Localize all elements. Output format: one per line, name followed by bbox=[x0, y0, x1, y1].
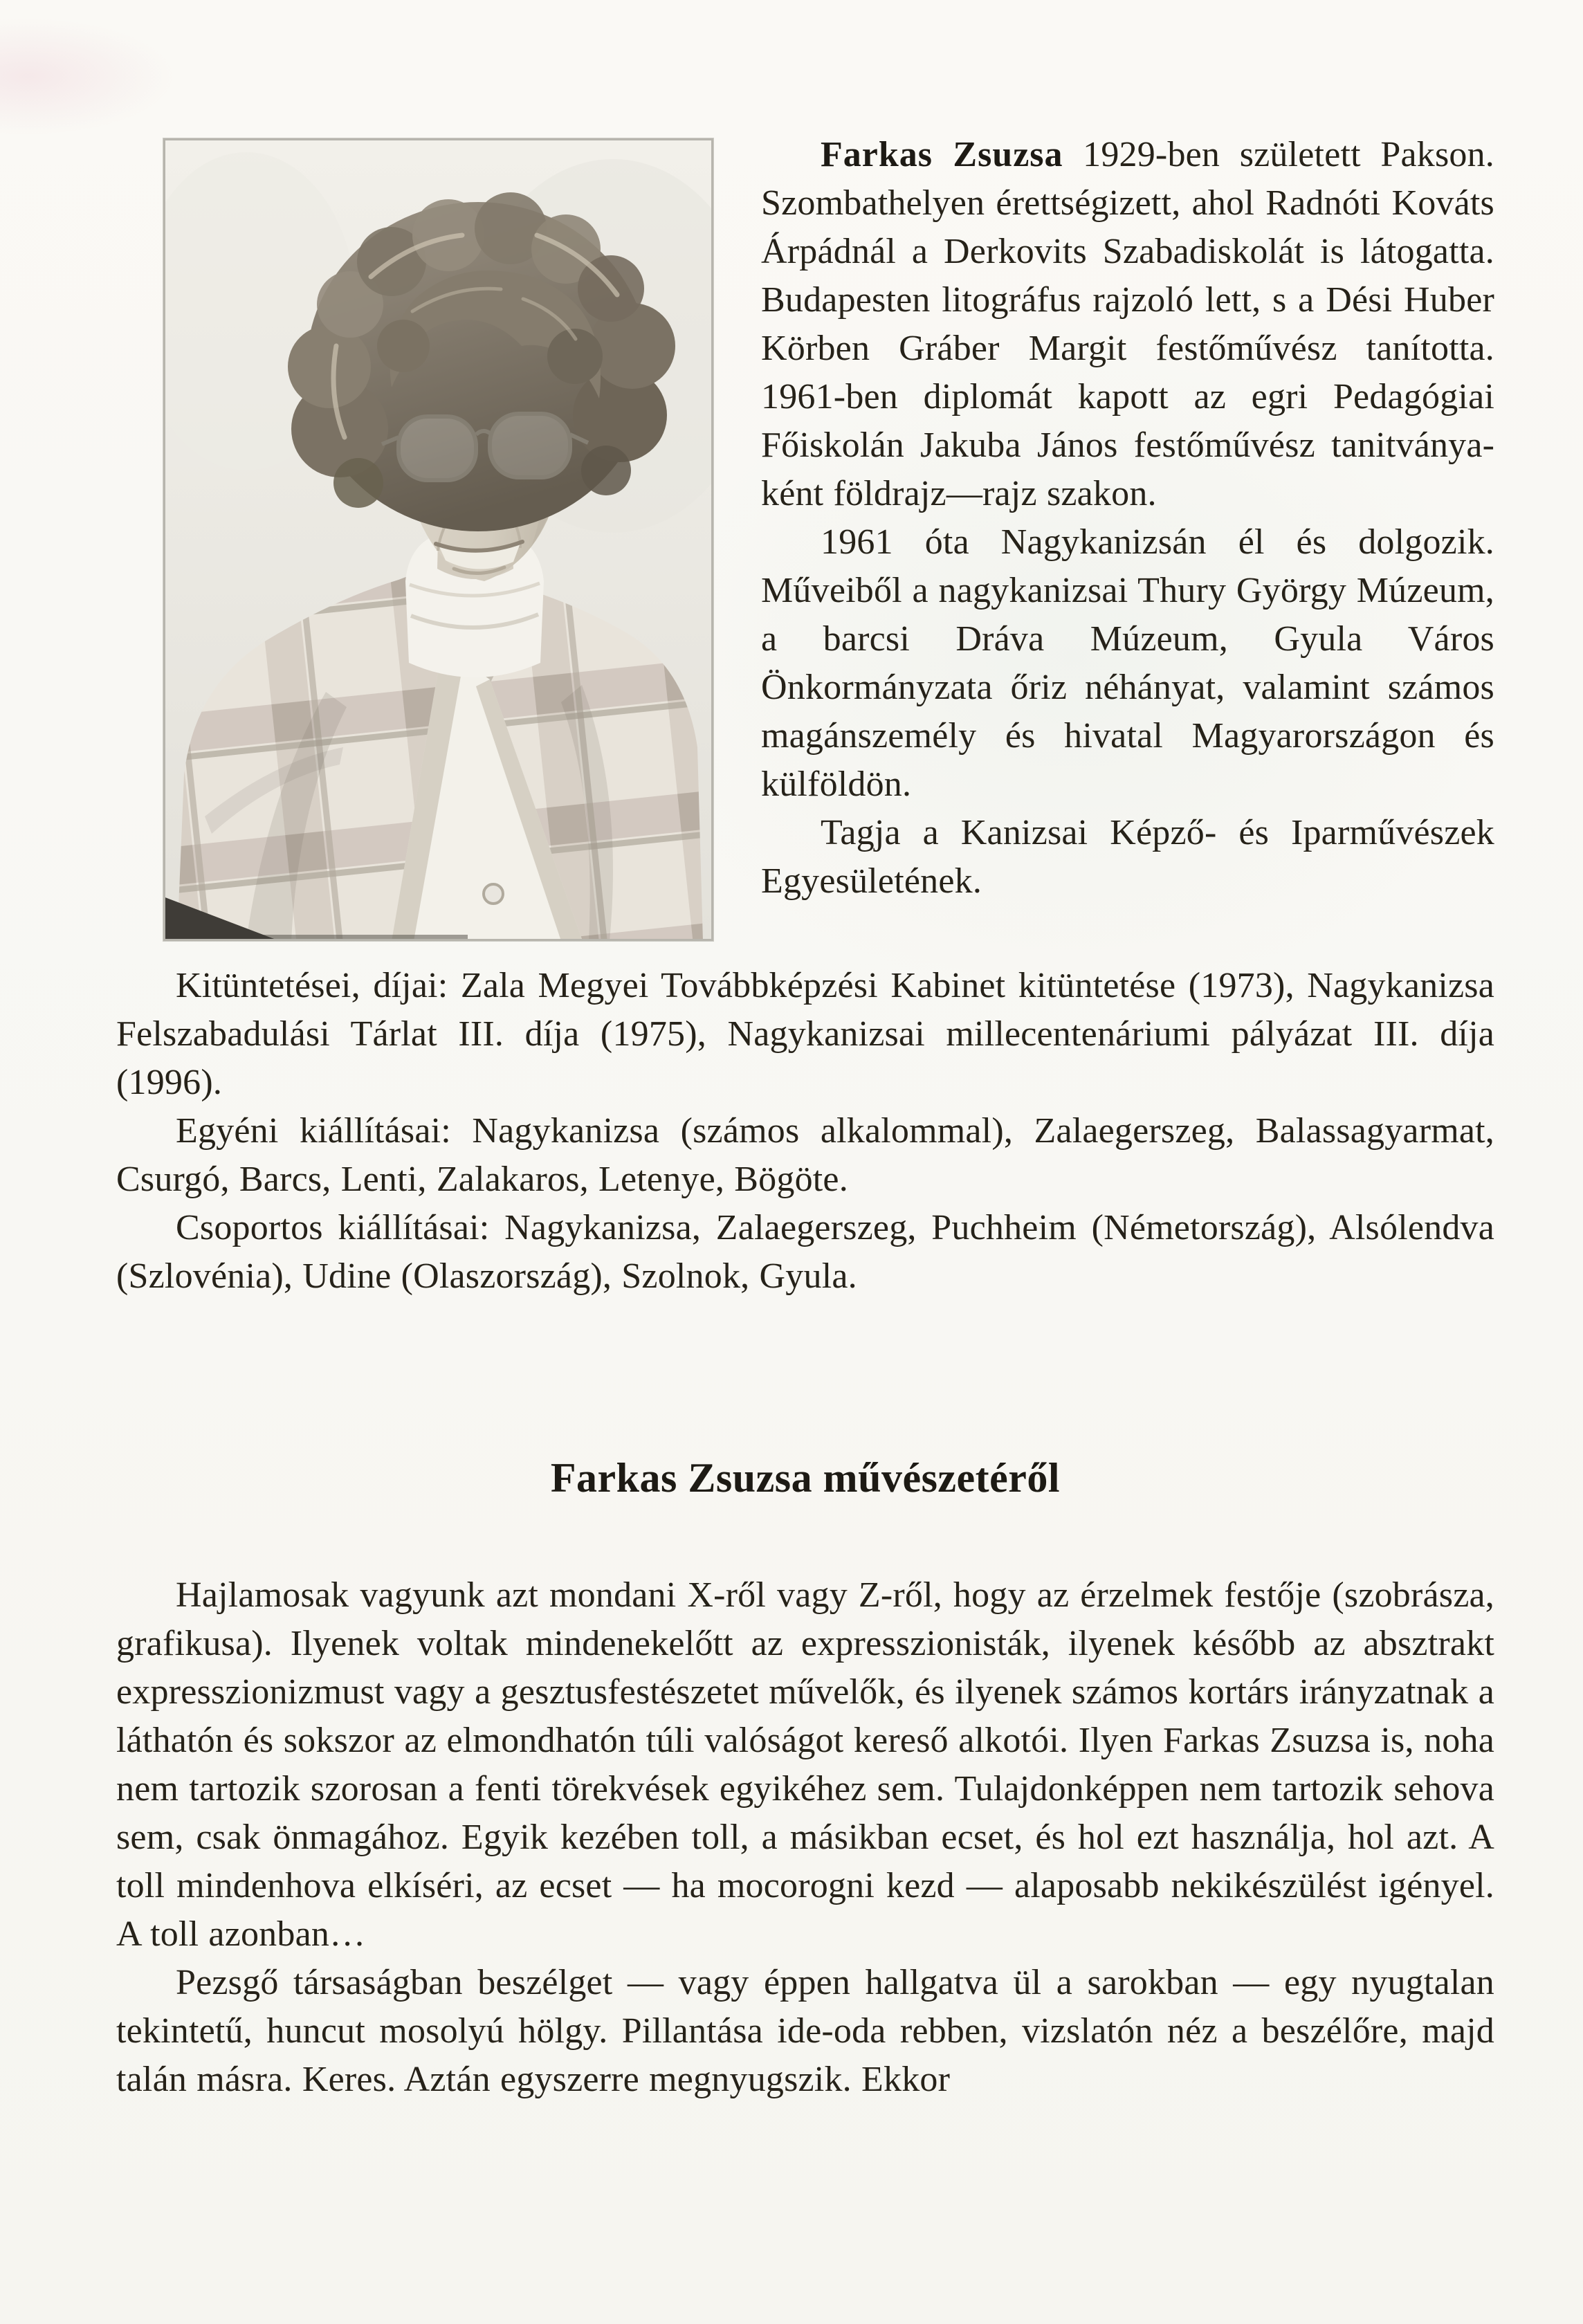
person-name: Farkas Zsuzsa bbox=[821, 135, 1063, 174]
portrait-photo bbox=[163, 138, 713, 941]
essay-paragraph-2: Pezsgő társaságban beszélget — vagy éppen hallgatva ül a sarokban — egy nyugtalan tekintetű, huncut mosolyú hölgy. Pillantása ide-oda rebben, vizslatón néz a beszélőre, majd talán másra. Keres. Aztán egyszerre megnyugszik. Ekkor bbox=[116, 1963, 1494, 2099]
bio-column bbox=[761, 131, 1494, 906]
bio-paragraph-1 bbox=[761, 131, 1494, 518]
blouse-button bbox=[484, 884, 503, 904]
bio-paragraph-3: Tagja a Kanizsai Képző- és Iparművészek Egyesületének. bbox=[761, 813, 1494, 901]
solo-exhibitions-paragraph: Egyéni kiállításai: Nagykanizsa (számos alkalommal), Zalaegerszeg, Balassagyarmat, Csurgó, Barcs, Lenti, Zalakaros, Letenye, Bögöte. bbox=[116, 1111, 1494, 1199]
bio-paragraph-2: 1961 óta Nagykanizsán él és dolgozik. Műveiből a nagykanizsai Thury György Múzeum, a barcsi Dráva Múzeum, Gyula Város Önkormányzata őriz néhányat, valamint számos magánszemély és hivatal Magyarországon és külföldön. bbox=[761, 522, 1494, 804]
page-content bbox=[116, 0, 1494, 2104]
essay-title: Farkas Zsuzsa művészetéről bbox=[550, 1455, 1061, 1501]
essay-section bbox=[116, 1571, 1494, 2104]
bio-section bbox=[116, 131, 1494, 941]
awards-paragraph: Kitüntetései, díjai: Zala Megyei Továbbképzési Kabinet kitüntetése (1973), Nagykanizsa Felszabadulási Tárlat III. díja (1975), Nagykanizsai millecentenáriumi pályázat III. díja (1996). bbox=[116, 966, 1494, 1102]
bio-paragraph-1-text: 1929-ben született Pakson. Szombathelyen érettségizett, ahol Radnóti Kováts Árpádnál a Derkovits Szabadiskolát is látogatta. Budapesten litográfus rajzoló lett, s a Dési Huber Körben Gráber Margit festőművész tanította. 1961-ben diplomát kapott az egri Pedagógiai Főiskolán Jakuba János festőművész tanitványaként földrajz—rajz szakon. bbox=[761, 135, 1494, 513]
essay-paragraph-1: Hajlamosak vagyunk azt mondani X-ről vagy Z-ről, hogy az érzelmek festője (szobrásza, grafikusa). Ilyenek voltak mindenekelőtt az expresszionisták, ilyenek később az absztrakt expresszionizmust vagy a gesztusfestészetet művelők, és ilyenek számos kortárs irányzatnak a láthatón és sokszor az elmondhatón túli valóságot kereső alkotói. Ilyen Farkas Zsuzsa is, noha nem tartozik szorosan a fenti törekvések egyikéhez sem. Tulajdonképpen nem tartozik sehova sem, csak önmagához. Egyik kezében toll, a másikban ecset, és hol ezt használja, hol azt. A toll mindenhova elkíséri, az ecset — ha mocorogni kezd — alaposabb nekikészülést igényel. A toll azonban… bbox=[116, 1575, 1494, 1954]
details-section bbox=[116, 962, 1494, 1301]
portrait-illustration bbox=[163, 138, 713, 941]
group-exhibitions-paragraph: Csoportos kiállításai: Nagykanizsa, Zalaegerszeg, Puchheim (Németország), Alsólendva (Szlovénia), Udine (Olaszország), Szolnok, Gyula. bbox=[116, 1208, 1494, 1296]
